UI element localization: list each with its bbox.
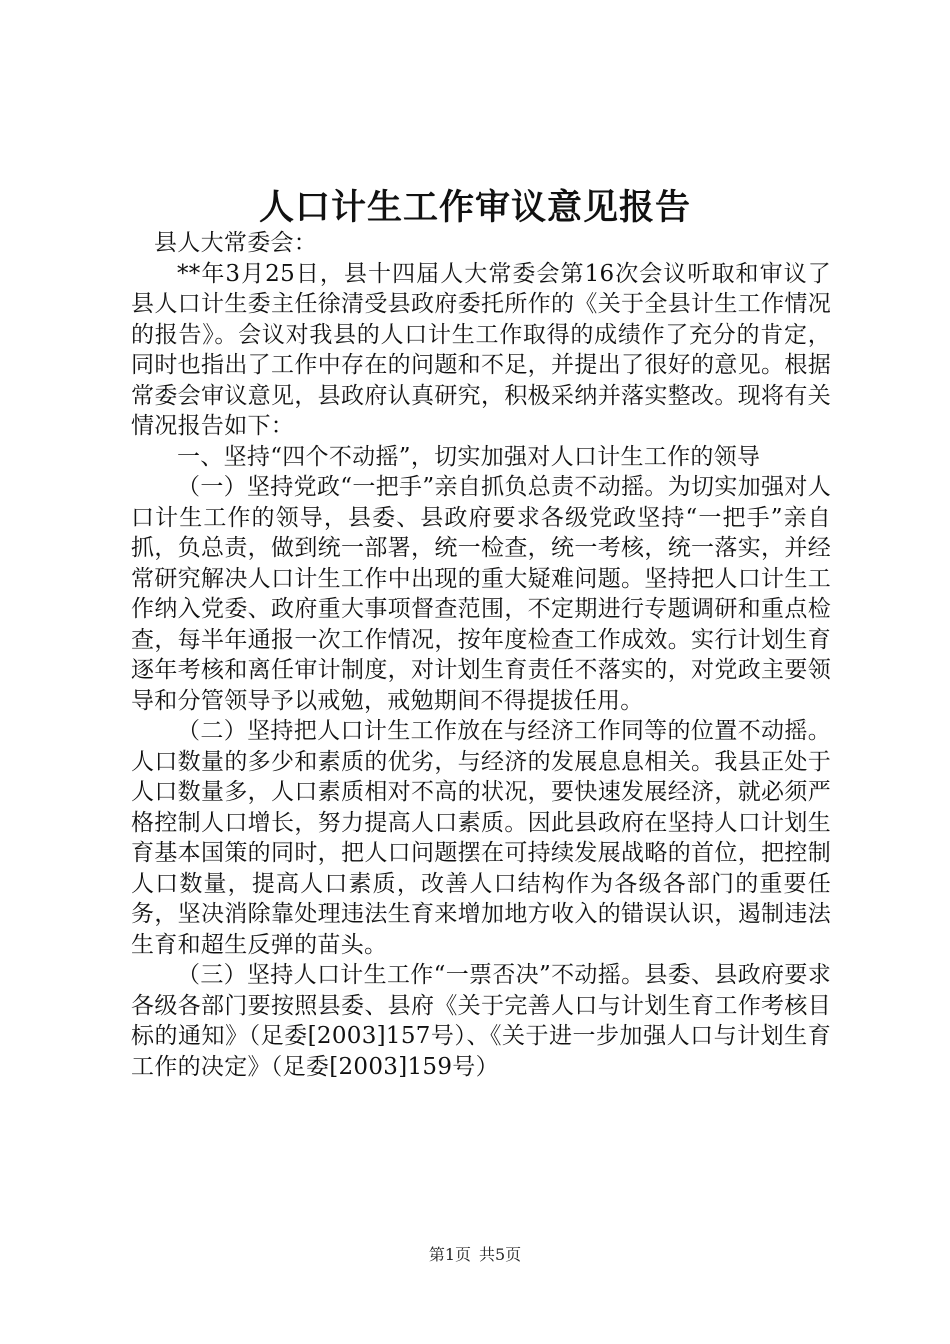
section-heading-1: 一、坚持“四个不动摇”，切实加强对人口计生工作的领导 [177, 443, 761, 470]
subsection-paragraph-2: （二）坚持把人口计生工作放在与经济工作同等的位置不动摇。人口数量的多少和素质的优劣，与经济的发展息息相关。我县正处于人口数量多，人口素质相对不高的状况，要快速发展经济，就必须严格控制人口增长，努力提高人口素质。因此县政府在坚持人口计划生育基本国策的同时，把人口问题摆在可持续发展战略的首位，把控制人口数量，提高人口素质，改善人口结构作为各级各部门的重要任务，坚决消除靠处理违法生育来增加地方收入的错误认识，遏制违法生育和超生反弹的苗头。 [131, 718, 831, 958]
subsection-paragraph-1: （一）坚持党政“一把手”亲自抓负总责不动摇。为切实加强对人口计生工作的领导，县委、县政府要求各级党政坚持“一把手”亲自抓，负总责，做到统一部署，统一检查，统一考核，统一落实，并经常研究解决人口计生工作中出现的重大疑难问题。坚持把人口计生工作纳入党委、政府重大事项督查范围，不定期进行专题调研和重点检查，每半年通报一次工作情况，按年度检查工作成效。实行计划生育逐年考核和离任审计制度，对计划生育责任不落实的，对党政主要领导和分管领导予以戒勉，戒勉期间不得提拔任用。 [131, 474, 831, 714]
subsection-paragraph-3: （三）坚持人口计生工作“一票否决”不动摇。县委、县政府要求各级各部门要按照县委、县府《关于完善人口与计划生育工作考核目标的通知》（足委[2003]157号）、《关于进一步加强人口与计划生育工作的决定》（足委[2003]159号） [131, 962, 831, 1080]
document-title: 人口计生工作审议意见报告 [258, 187, 691, 228]
document-body [131, 228, 831, 1082]
page-total: 共5页 [479, 1245, 522, 1264]
addressee-line: 县人大常委会： [154, 230, 318, 256]
intro-paragraph: **年3月25日，县十四届人大常委会第16次会议听取和审议了县人口计生委主任徐清受县政府委托所作的《关于全县计生工作情况的报告》。会议对我县的人口计生工作取得的成绩作了充分的肯定，同时也指出了工作中存在的问题和不足，并提出了很好的意见。根据常委会审议意见，县政府认真研究，积极采纳并落实整改。现将有关情况报告如下： [131, 260, 831, 439]
page-number: 第1页 [428, 1245, 471, 1264]
page-footer [0, 1244, 950, 1266]
